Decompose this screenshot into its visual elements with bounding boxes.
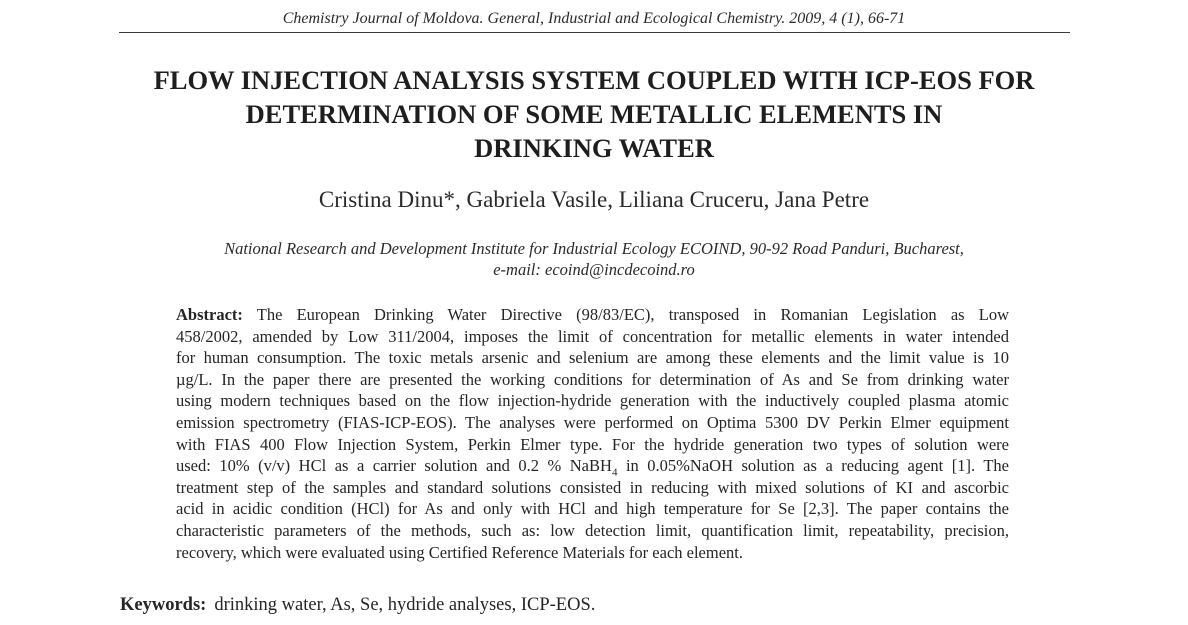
abstract-line: emission spectrometry (FIAS-ICP-EOS). The analyses were performed on Optima 5300 DV Perkin Elmer equipment bbox=[176, 412, 1009, 432]
abstract-line: 458/2002, amended by Low 311/2004, imposes the limit of concentration for metallic elements in water intended bbox=[176, 326, 1009, 346]
abstract-line: characteristic parameters of the methods, such as: low detection limit, quantification limit, repeatability, precision, bbox=[176, 520, 1009, 540]
abstract-line: µg/L. In the paper there are presented the working conditions for determination of As and Se from drinking water bbox=[176, 369, 1009, 389]
author-list: Cristina Dinu*, Gabriela Vasile, Liliana Cruceru, Jana Petre bbox=[318, 187, 870, 212]
header-rule bbox=[119, 32, 1070, 33]
keywords-text: drinking water, As, Se, hydride analyses, ICP-EOS. bbox=[214, 595, 596, 615]
abstract-text: used: 10% (v/v) HCl as a carrier solution and 0.2 % NaBH bbox=[176, 456, 612, 476]
paper-title bbox=[100, 63, 1088, 165]
abstract-line bbox=[176, 455, 1009, 477]
email-line: e-mail: ecoind@incdecoind.ro bbox=[493, 260, 695, 279]
abstract-line: acid in acidic condition (HCl) for As and only with HCl and high temperature for Se [2,3]. The paper contains the bbox=[176, 499, 1009, 519]
abstract-line: for human consumption. The toxic metals arsenic and selenium are among these elements and the limit value is 10 bbox=[176, 348, 1009, 368]
abstract-line: with FIAS 400 Flow Injection System, Perkin Elmer type. For the hydride generation two types of solution were bbox=[176, 434, 1009, 454]
subscript: 4 bbox=[611, 466, 618, 479]
abstract-text: The European Drinking Water Directive (98/83/EC), transposed in Romanian Legislation as Low bbox=[242, 305, 1009, 324]
abstract-line bbox=[176, 304, 1009, 326]
abstract-line: using modern techniques based on the flow injection-hydride generation with the inductively coupled plasma atomic bbox=[176, 391, 1009, 411]
abstract-line: recovery, which were evaluated using Certified Reference Materials for each element. bbox=[176, 542, 743, 562]
affiliation-line: National Research and Development Institute for Industrial Ecology ECOIND, 90-92 Road Panduri, Bucharest, bbox=[224, 239, 964, 258]
keywords bbox=[120, 593, 595, 617]
abstract-text: in 0.05%NaOH solution as a reducing agent [1]. The bbox=[617, 456, 1009, 476]
title-line: DRINKING WATER bbox=[474, 133, 714, 163]
title-line: FLOW INJECTION ANALYSIS SYSTEM COUPLED WITH ICP-EOS FOR bbox=[153, 65, 1035, 95]
keywords-label: Keywords: bbox=[120, 595, 207, 615]
affiliation bbox=[100, 238, 1088, 280]
abstract-line: treatment step of the samples and standard solutions consisted in reducing with mixed solutions of KI and ascorbic bbox=[176, 477, 1009, 497]
title-line: DETERMINATION OF SOME METALLIC ELEMENTS IN bbox=[245, 99, 943, 129]
abstract-label: Abstract: bbox=[176, 305, 243, 324]
running-head: Chemistry Journal of Moldova. General, Industrial and Ecological Chemistry. 2009, 4 (1), 66-71 bbox=[282, 10, 906, 27]
abstract bbox=[176, 304, 1009, 563]
